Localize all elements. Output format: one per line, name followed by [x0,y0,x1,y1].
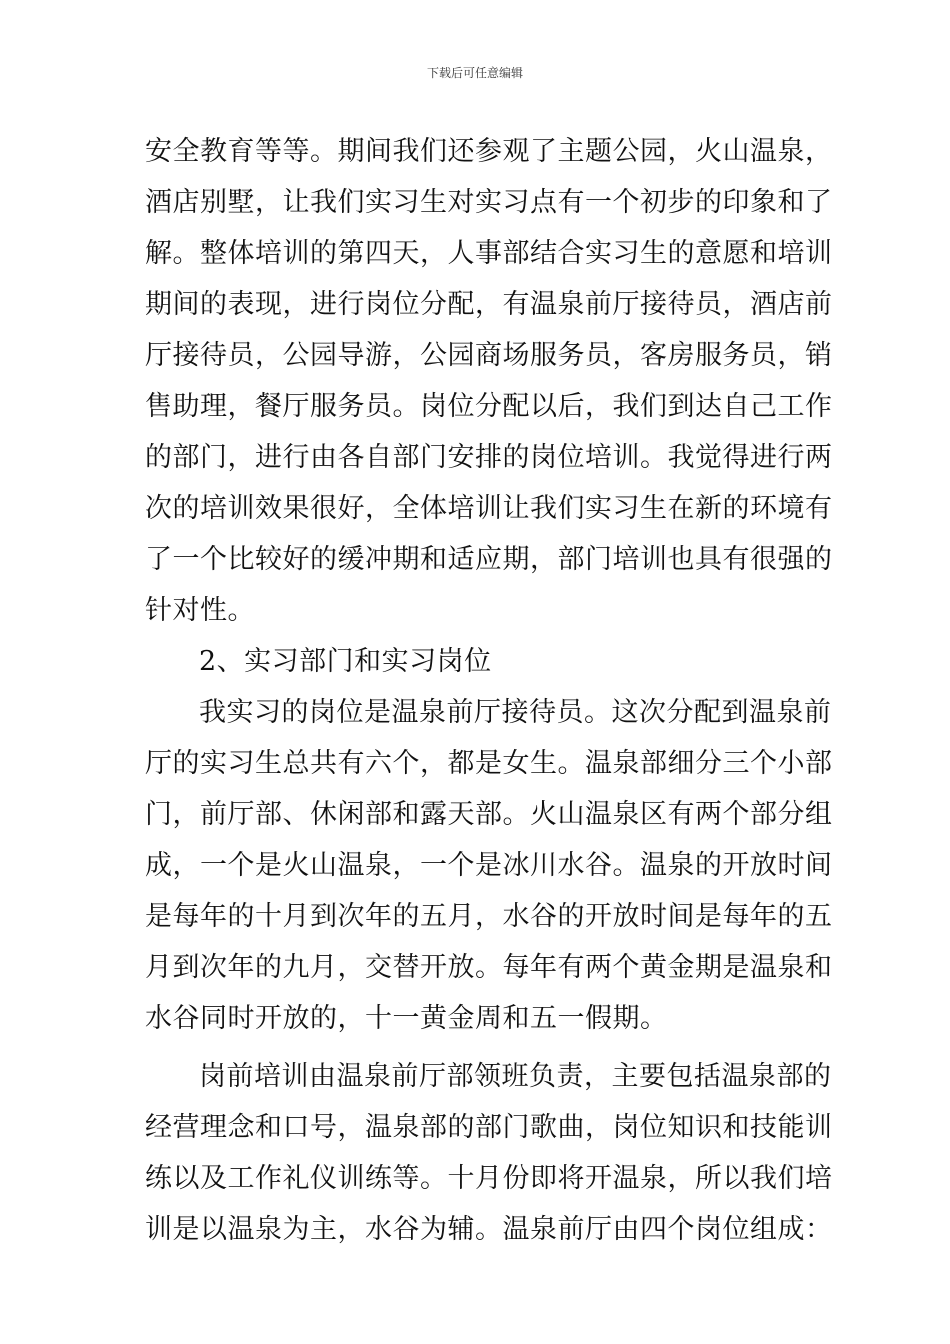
text-line: 的部门，进行由各自部门安排的岗位培训。我觉得进行两 [145,442,833,473]
text-line: 训是以温泉为主，水谷为辅。温泉前厅由四个岗位组成： [145,1214,833,1245]
text-line: 门，前厅部、休闲部和露天部。火山温泉区有两个部分组 [145,799,833,830]
text-line: 期间的表现，进行岗位分配，有温泉前厅接待员，酒店前 [145,289,833,320]
text-line: 我实习的岗位是温泉前厅接待员。这次分配到温泉前 [199,697,832,728]
text-line: 水谷同时开放的，十一黄金周和五一假期。 [145,1003,668,1034]
text-line: 月到次年的九月，交替开放。每年有两个黄金期是温泉和 [145,952,833,983]
section-heading [145,636,810,687]
document-body [145,126,833,1255]
text-line: 安全教育等等。期间我们还参观了主题公园，火山温泉， [145,136,833,167]
section-heading-text: 2、实习部门和实习岗位 [199,646,492,677]
text-line: 练以及工作礼仪训练等。十月份即将开温泉，所以我们培 [145,1163,833,1194]
text-line: 厅接待员，公园导游，公园商场服务员，客房服务员，销 [145,340,833,371]
text-line: 经营理念和口号，温泉部的部门歌曲，岗位知识和技能训 [145,1112,833,1143]
text-line: 了一个比较好的缓冲期和适应期，部门培训也具有很强的 [145,544,833,575]
text-line: 次的培训效果很好，全体培训让我们实习生在新的环境有 [145,493,833,524]
page-header: 下载后可任意编辑 [426,66,523,80]
text-line: 成，一个是火山温泉，一个是冰川水谷。温泉的开放时间 [145,850,833,881]
paragraph-internship-position [145,687,833,1044]
paragraph-pre-job-training [145,1051,833,1255]
text-line: 针对性。 [145,595,255,626]
text-line: 岗前培训由温泉前厅部领班负责，主要包括温泉部的 [199,1061,832,1092]
text-line: 是每年的十月到次年的五月，水谷的开放时间是每年的五 [145,901,833,932]
text-line: 酒店别墅，让我们实习生对实习点有一个初步的印象和了 [145,187,833,218]
text-line: 售助理，餐厅服务员。岗位分配以后，我们到达自己工作 [145,391,833,422]
text-line: 解。整体培训的第四天，人事部结合实习生的意愿和培训 [145,238,833,269]
text-line: 厅的实习生总共有六个，都是女生。温泉部细分三个小部 [145,748,833,779]
paragraph-training-overview [145,126,833,636]
